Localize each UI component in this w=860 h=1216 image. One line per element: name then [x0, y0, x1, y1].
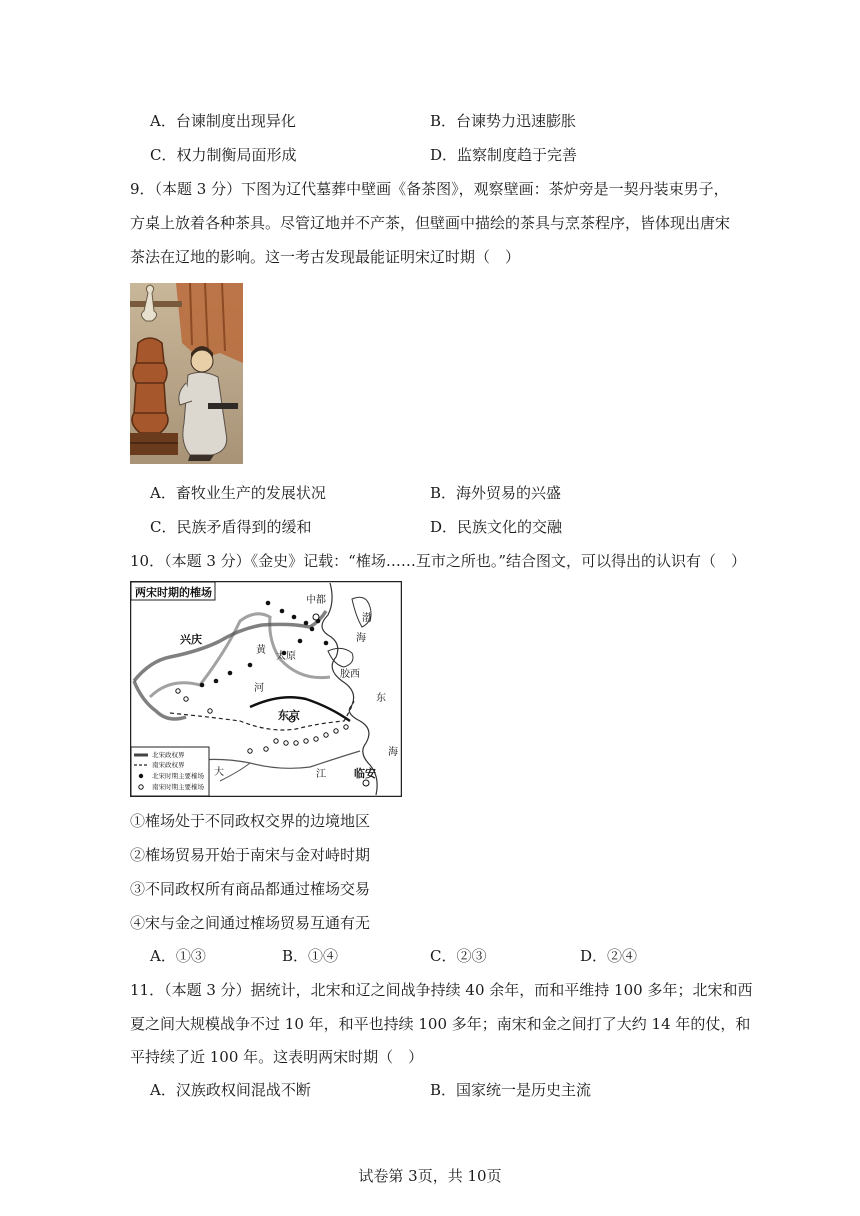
- label-xingqing: 兴庆: [180, 633, 202, 646]
- q9-option-d: D．民族文化的交融: [430, 518, 563, 536]
- q10-option-b: B．①④: [282, 947, 339, 965]
- q8-option-a: A．台谏制度出现异化: [150, 112, 296, 130]
- legend-ss-border: 南宋政权界: [152, 761, 185, 769]
- q10-statement-4: ④宋与金之间通过榷场贸易互通有无: [130, 914, 371, 932]
- q11-stem-line-3: 平持续了近 100 年。这表明两宋时期（ ）: [130, 1048, 424, 1066]
- label-dong: 东: [376, 693, 386, 704]
- tea-mural-illustration: [130, 283, 243, 464]
- label-he: 河: [254, 683, 264, 694]
- label-zhongdu: 中都: [306, 595, 326, 606]
- label-hai-1: 海: [356, 633, 366, 644]
- q9-stem-line-2: 方桌上放着各种茶具。尽管辽地并不产茶，但壁画中描绘的茶具与烹茶程序，皆体现出唐宋: [130, 214, 731, 232]
- q10-option-a: A．①③: [150, 947, 206, 965]
- q9-option-c: C．民族矛盾得到的缓和: [150, 518, 312, 536]
- label-taiyuan: 太原: [276, 651, 296, 662]
- legend-ns-market: 北宋时期主要榷场: [152, 772, 204, 780]
- q9-option-a: A．畜牧业生产的发展状况: [150, 484, 326, 502]
- page-footer: 试卷第 3页，共 10页: [358, 1167, 502, 1185]
- legend-ss-market: 南宋时期主要榷场: [152, 783, 204, 791]
- q10-statement-3: ③不同政权所有商品都通过榷场交易: [130, 880, 371, 898]
- q10-option-d: D．②④: [580, 947, 638, 965]
- label-linan: 临安: [354, 767, 376, 780]
- q11-stem-line-1: 11．（本题 3 分）据统计，北宋和辽之间战争持续 40 余年，而和平维持 100 多年；北宋和西: [130, 981, 753, 999]
- q11-option-a: A．汉族政权间混战不断: [150, 1081, 311, 1099]
- q10-statement-2: ②榷场贸易开始于南宋与金对峙时期: [130, 846, 371, 864]
- q10-stem: 10．（本题 3 分）《金史》记载：“榷场……互市之所也。”结合图文，可以得出的认识有（ ）: [130, 552, 747, 570]
- q9-option-b: B．海外贸易的兴盛: [430, 484, 562, 502]
- label-huang: 黄: [256, 645, 266, 656]
- label-jiaoxi: 胶西: [340, 669, 360, 680]
- q10-option-c: C．②③: [430, 947, 487, 965]
- q8-option-c: C．权力制衡局面形成: [150, 146, 297, 164]
- q8-option-d: D．监察制度趋于完善: [430, 146, 578, 164]
- label-jiang: 江: [316, 769, 326, 780]
- legend-ns-border: 北宋政权界: [152, 751, 185, 759]
- label-bo: 渤: [362, 613, 372, 624]
- q10-statement-1: ①榷场处于不同政权交界的边境地区: [130, 812, 371, 830]
- tea-mural-image: [130, 283, 243, 464]
- q9-stem-line-1: 9．（本题 3 分）下图为辽代墓葬中壁画《备茶图》，观察壁画：茶炉旁是一契丹装束男子，: [130, 180, 729, 198]
- map-title: 两宋时期的榷场: [135, 586, 212, 599]
- label-dongjing: 东京: [278, 709, 300, 722]
- label-hai-2: 海: [388, 747, 398, 758]
- q11-stem-line-2: 夏之间大规模战争不过 10 年，和平也持续 100 多年；南宋和金之间打了大约 14 年的仗，和: [130, 1015, 751, 1033]
- map-illustration: [130, 581, 402, 797]
- label-da: 大: [214, 767, 224, 778]
- q11-option-b: B．国家统一是历史主流: [430, 1081, 592, 1099]
- song-trade-markets-map: [130, 581, 402, 797]
- q9-stem-line-3: 茶法在辽地的影响。这一考古发现最能证明宋辽时期（ ）: [130, 248, 521, 266]
- map-legend: [131, 747, 209, 796]
- q8-option-b: B．台谏势力迅速膨胀: [430, 112, 577, 130]
